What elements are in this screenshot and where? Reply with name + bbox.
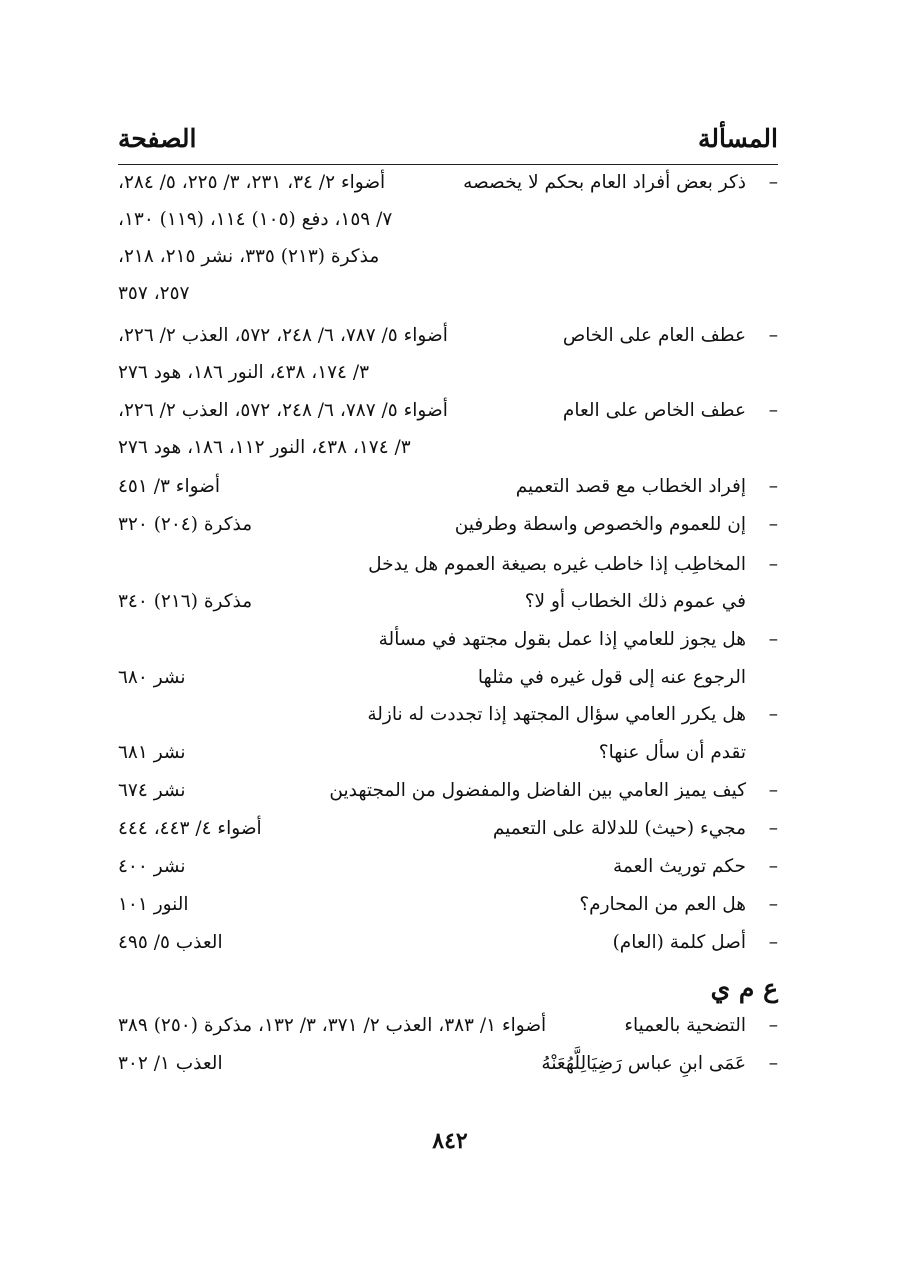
index-entry (118, 514, 778, 550)
entry-ref: نشر ٤٠٠ (118, 856, 186, 877)
index-entry (118, 780, 778, 816)
entry-ref: أضواء ٢/ ٣٤، ٢٣١، ٣/ ٢٢٥، ٥/ ٢٨٤، (118, 172, 386, 193)
entry-continuation (118, 591, 778, 627)
index-entry (118, 856, 778, 892)
entry-ref: مذكرة (٢٠٤) ٣٢٠ (118, 514, 253, 535)
entry-continuation (118, 667, 778, 703)
entry-ref: نشر ٦٨٠ (118, 667, 186, 688)
entry-ref: العذب ٥/ ٤٩٥ (118, 932, 223, 953)
entry-ref: مذكرة (٢١٣) ٣٣٥، نشر ٢١٥، ٢١٨، (118, 246, 380, 267)
entry-topic: ذكر بعض أفراد العام بحكم لا يخصصه (463, 172, 746, 193)
entry-dash: – (768, 856, 778, 877)
entry-topic: هل يكرر العامي سؤال المجتهد إذا تجددت له نازلة (367, 704, 746, 725)
entry-topic: هل العم من المحارم؟ (579, 894, 746, 915)
entry-continuation (118, 283, 778, 319)
entry-dash: – (768, 476, 778, 497)
header-rule (118, 164, 778, 165)
entry-topic: تقدم أن سأل عنها؟ (598, 742, 746, 763)
entry-topic: الرجوع عنه إلى قول غيره في مثلها (477, 667, 746, 688)
entry-continuation (118, 437, 778, 473)
entry-dash: – (768, 629, 778, 650)
index-entry (118, 554, 778, 590)
entry-dash: – (768, 514, 778, 535)
entry-topic: عَمَى ابنِ عباس رَضِيَالِلَّهُعَنْهُ (541, 1053, 746, 1074)
entry-topic: هل يجوز للعامي إذا عمل بقول مجتهد في مسألة (378, 629, 746, 650)
index-entry (118, 172, 778, 208)
entry-ref: نشر ٦٧٤ (118, 780, 186, 801)
column-header (118, 124, 778, 164)
entry-topic: المخاطِب إذا خاطب غيره بصيغة العموم هل يدخل (368, 554, 746, 575)
entry-dash: – (768, 818, 778, 839)
entry-dash: – (768, 704, 778, 725)
entry-dash: – (768, 172, 778, 193)
entry-topic: مجيء (حيث) للدلالة على التعميم (492, 818, 746, 839)
header-page: الصفحة (118, 124, 197, 153)
entry-topic: إفراد الخطاب مع قصد التعميم (515, 476, 746, 497)
entry-dash: – (768, 554, 778, 575)
entry-topic: التضحية بالعمياء (624, 1015, 746, 1036)
entry-ref: نشر ٦٨١ (118, 742, 186, 763)
entry-dash: – (768, 325, 778, 346)
entry-ref: أضواء ٤/ ٤٤٣، ٤٤٤ (118, 818, 262, 839)
index-entry (118, 704, 778, 740)
index-entry (118, 476, 778, 512)
entry-ref: أضواء ١/ ٣٨٣، العذب ٢/ ٣٧١، ٣/ ١٣٢، مذكرة (٢٥٠) ٣٨٩ (118, 1015, 547, 1036)
entry-continuation (118, 209, 778, 245)
entry-dash: – (768, 932, 778, 953)
index-entry (118, 325, 778, 361)
entry-topic: حكم توريث العمة (613, 856, 746, 877)
entry-continuation (118, 362, 778, 398)
entry-topic: أصل كلمة (العام) (612, 932, 746, 953)
entry-dash: – (768, 1015, 778, 1036)
entry-topic: في عموم ذلك الخطاب أو لا؟ (524, 591, 746, 612)
entry-topic: عطف العام على الخاص (562, 325, 746, 346)
entry-ref: مذكرة (٢١٦) ٣٤٠ (118, 591, 253, 612)
index-entry (118, 1015, 778, 1051)
entry-ref: أضواء ٥/ ٧٨٧، ٦/ ٢٤٨، ٥٧٢، العذب ٢/ ٢٢٦، (118, 400, 448, 421)
entry-ref: أضواء ٣/ ٤٥١ (118, 476, 221, 497)
entry-ref: أضواء ٥/ ٧٨٧، ٦/ ٢٤٨، ٥٧٢، العذب ٢/ ٢٢٦، (118, 325, 448, 346)
entry-topic: كيف يميز العامي بين الفاضل والمفضول من المجتهدين (329, 780, 746, 801)
index-entry (118, 400, 778, 436)
index-entry (118, 629, 778, 665)
header-issue: المسألة (698, 124, 778, 153)
section-heading: ع م ي (710, 974, 778, 1003)
entry-ref: العذب ١/ ٣٠٢ (118, 1053, 223, 1074)
entry-ref: ٣/ ١٧٤، ٤٣٨، النور ١١٢، ١٨٦، هود ٢٧٦ (118, 437, 411, 458)
index-entry (118, 932, 778, 968)
entry-dash: – (768, 780, 778, 801)
entry-continuation (118, 246, 778, 282)
entry-ref: ٣/ ١٧٤، ٤٣٨، النور ١٨٦، هود ٢٧٦ (118, 362, 370, 383)
index-entry (118, 1053, 778, 1089)
entry-dash: – (768, 1053, 778, 1074)
entry-ref: ٢٥٧، ٣٥٧ (118, 283, 190, 304)
entry-ref: النور ١٠١ (118, 894, 189, 915)
entry-dash: – (768, 894, 778, 915)
entry-continuation (118, 742, 778, 778)
entry-dash: – (768, 400, 778, 421)
page-number: ٨٤٢ (432, 1128, 468, 1154)
entry-topic: عطف الخاص على العام (562, 400, 746, 421)
index-entry (118, 818, 778, 854)
entry-topic: إن للعموم والخصوص واسطة وطرفين (454, 514, 746, 535)
entry-ref: ٧/ ١٥٩، دفع (١٠٥) ١١٤، (١١٩) ١٣٠، (118, 209, 393, 230)
index-entry (118, 894, 778, 930)
